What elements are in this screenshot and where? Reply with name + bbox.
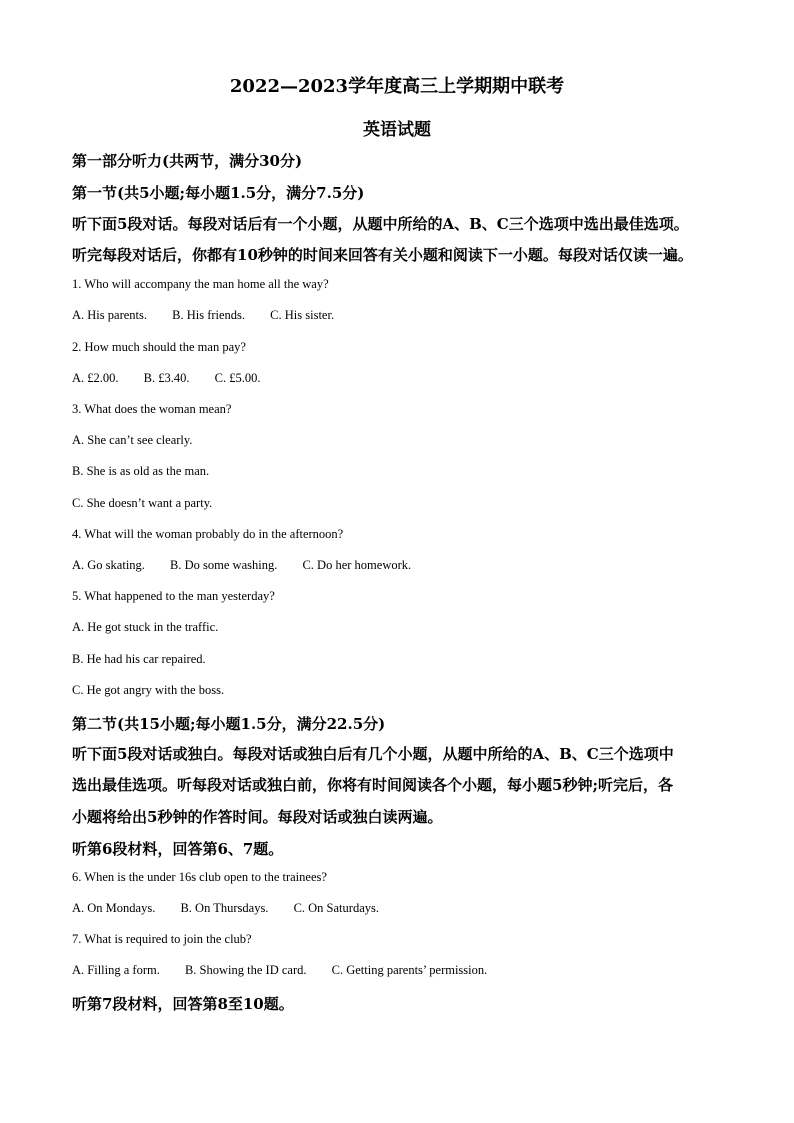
question-1-option-a[interactable]: A. His parents. [72, 308, 147, 322]
question-1-option-c[interactable]: C. His sister. [270, 308, 335, 322]
exam-subtitle: 英语试题 [363, 120, 431, 140]
question-7-stem: 7. What is required to join the club? [72, 932, 252, 946]
section1-instruction-line-2: 听完每段对话后，你都有10秒钟的时间来回答有关小题和阅读下一小题。每段对话仅读一遍。 [72, 246, 693, 264]
question-1-option-b[interactable]: B. His friends. [172, 308, 246, 322]
section2-instruction-line-2: 选出最佳选项。听每段对话或独白前，你将有时间阅读各个小题，每小题5秒钟;听完后，各 [72, 776, 673, 794]
part1-heading: 第一部分听力(共两节，满分30分) [72, 152, 303, 170]
question-3-option-b[interactable]: B. She is as old as the man. [72, 464, 210, 478]
question-7-option-a[interactable]: A. Filling a form. [72, 963, 160, 977]
question-3-option-c[interactable]: C. She doesn’t want a party. [72, 496, 213, 510]
question-5-option-b[interactable]: B. He had his car repaired. [72, 652, 206, 666]
question-1-stem: 1. Who will accompany the man home all the way? [72, 277, 329, 291]
question-7-option-b[interactable]: B. Showing the ID card. [184, 963, 307, 977]
section1-instruction-line-1: 听下面5段对话。每段对话后有一个小题，从题中所给的A、B、C三个选项中选出最佳选项。 [72, 215, 689, 233]
material-7-heading: 听第7段材料，回答第8至10题。 [72, 995, 294, 1013]
exam-title: 2022—2023学年度高三上学期期中联考 [229, 76, 565, 97]
question-3-option-a[interactable]: A. She can’t see clearly. [72, 433, 193, 447]
question-5-option-a[interactable]: A. He got stuck in the traffic. [72, 620, 219, 634]
question-2-options [72, 371, 282, 386]
question-6-option-b[interactable]: B. On Thursdays. [180, 901, 269, 915]
question-2-stem: 2. How much should the man pay? [72, 340, 246, 354]
question-1-options [72, 308, 356, 323]
question-5-option-c[interactable]: C. He got angry with the boss. [72, 683, 225, 697]
section2-heading: 第二节(共15小题;每小题1.5分，满分22.5分) [72, 715, 386, 733]
question-6-stem: 6. When is the under 16s club open to the trainees? [72, 870, 327, 884]
question-7-option-c[interactable]: C. Getting parents’ permission. [331, 963, 488, 977]
question-2-option-a[interactable]: A. £2.00. [72, 371, 119, 385]
section2-instruction-line-1: 听下面5段对话或独白。每段对话或独白后有几个小题，从题中所给的A、B、C三个选项中 [72, 745, 674, 763]
question-6-option-a[interactable]: A. On Mondays. [72, 901, 156, 915]
question-2-option-b[interactable]: B. £3.40. [143, 371, 190, 385]
question-6-option-c[interactable]: C. On Saturdays. [293, 901, 379, 915]
question-4-option-c[interactable]: C. Do her homework. [302, 558, 412, 572]
question-7-options [72, 963, 509, 978]
question-4-stem: 4. What will the woman probably do in the afternoon? [72, 527, 344, 541]
question-2-option-c[interactable]: C. £5.00. [214, 371, 261, 385]
question-4-option-a[interactable]: A. Go skating. [72, 558, 145, 572]
question-6-options [72, 901, 401, 916]
question-4-options [72, 558, 433, 573]
question-4-option-b[interactable]: B. Do some washing. [170, 558, 278, 572]
material-6-heading: 听第6段材料，回答第6、7题。 [72, 840, 284, 858]
section1-heading: 第一节(共5小题;每小题1.5分，满分7.5分) [72, 184, 365, 202]
section2-instruction-line-3: 小题将给出5秒钟的作答时间。每段对话或独白读两遍。 [72, 808, 443, 826]
question-3-stem: 3. What does the woman mean? [72, 402, 232, 416]
question-5-stem: 5. What happened to the man yesterday? [72, 589, 275, 603]
